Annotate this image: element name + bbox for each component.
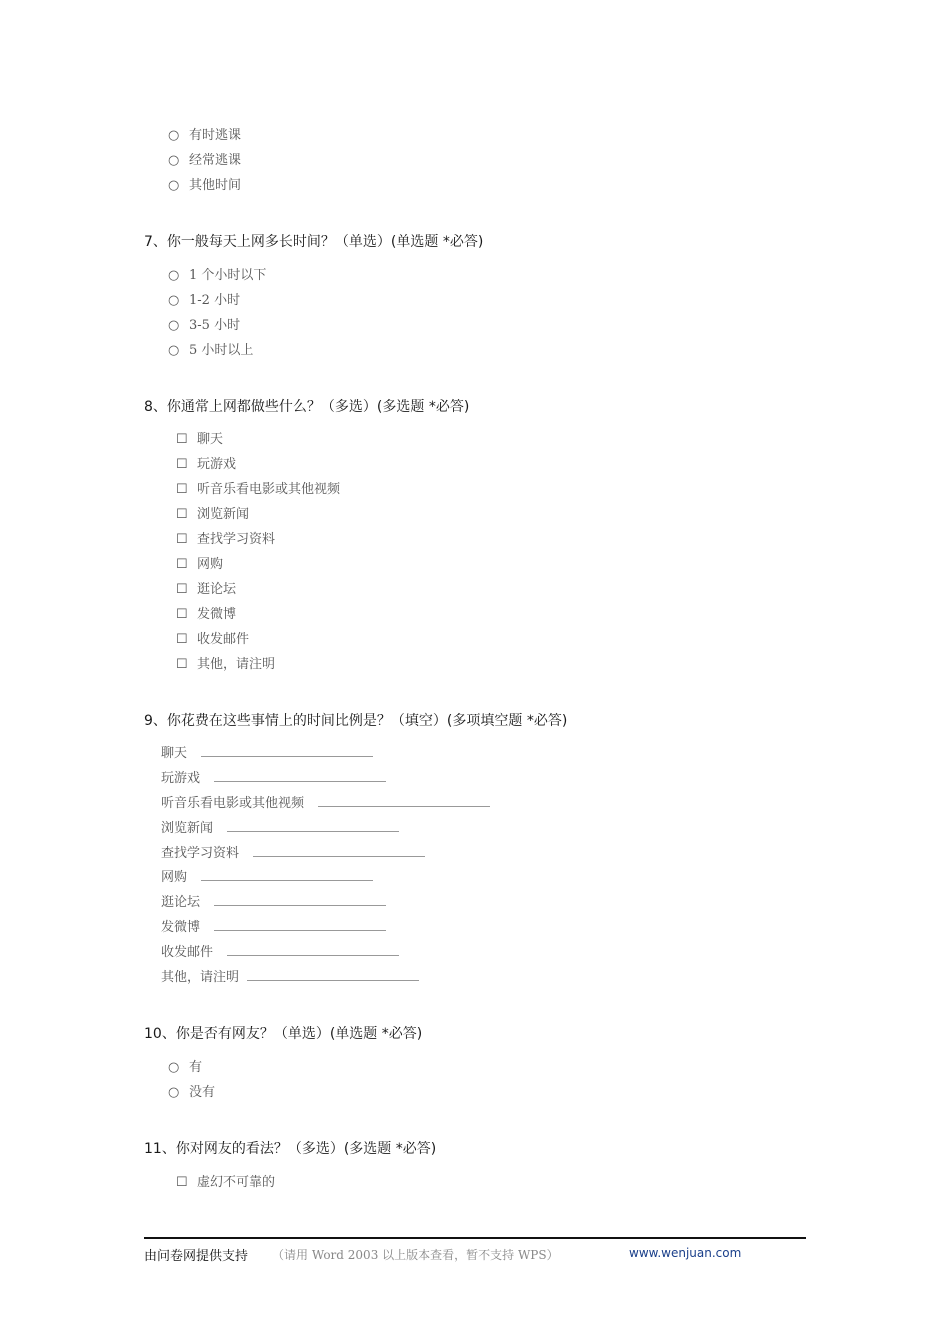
fill-blank-row bbox=[161, 966, 419, 985]
fill-blank-line[interactable] bbox=[201, 866, 373, 881]
checkbox-option[interactable] bbox=[176, 603, 236, 622]
checkbox-icon: ☐ bbox=[176, 457, 188, 472]
question-title: 11、你对网友的看法？（多选）(多选题 *必答) bbox=[144, 1141, 437, 1157]
fill-blank-line[interactable] bbox=[247, 966, 419, 981]
radio-option[interactable] bbox=[168, 1081, 215, 1100]
checkbox-icon: ☐ bbox=[176, 582, 188, 597]
radio-icon: ○ bbox=[168, 293, 180, 308]
option-label: 没有 bbox=[189, 1085, 216, 1100]
fill-label: 网购 bbox=[161, 870, 188, 885]
checkbox-icon: ☐ bbox=[176, 657, 188, 672]
fill-label: 逛论坛 bbox=[161, 895, 201, 910]
option-label: 发微博 bbox=[197, 607, 237, 622]
option-label: 经常逃课 bbox=[189, 153, 242, 168]
radio-option[interactable] bbox=[168, 339, 253, 358]
radio-option[interactable] bbox=[168, 314, 240, 333]
fill-label: 玩游戏 bbox=[161, 771, 201, 786]
fill-label: 浏览新闻 bbox=[161, 821, 214, 836]
fill-blank-row bbox=[161, 742, 373, 761]
fill-blank-line[interactable] bbox=[201, 742, 373, 757]
checkbox-icon: ☐ bbox=[176, 482, 188, 497]
option-label: 虚幻不可靠的 bbox=[197, 1175, 276, 1190]
fill-label: 发微博 bbox=[161, 920, 201, 935]
radio-icon: ○ bbox=[168, 128, 180, 143]
checkbox-option[interactable] bbox=[176, 528, 275, 547]
checkbox-icon: ☐ bbox=[176, 507, 188, 522]
checkbox-option[interactable] bbox=[176, 628, 249, 647]
footer-note: （请用 Word 2003 以上版本查看，暂不支持 WPS） bbox=[272, 1248, 559, 1262]
option-label: 听音乐看电影或其他视频 bbox=[197, 482, 341, 497]
radio-icon: ○ bbox=[168, 153, 180, 168]
radio-icon: ○ bbox=[168, 318, 180, 333]
radio-option[interactable] bbox=[168, 264, 266, 283]
fill-blank-line[interactable] bbox=[227, 817, 399, 832]
fill-blank-line[interactable] bbox=[214, 891, 386, 906]
checkbox-icon: ☐ bbox=[176, 557, 188, 572]
question-title: 7、你一般每天上网多长时间？（单选）(单选题 *必答) bbox=[144, 234, 484, 250]
question-title: 9、你花费在这些事情上的时间比例是？（填空）(多项填空题 *必答) bbox=[144, 713, 568, 729]
option-label: 收发邮件 bbox=[197, 632, 250, 647]
fill-label: 聊天 bbox=[161, 746, 188, 761]
fill-blank-row bbox=[161, 792, 490, 811]
checkbox-option[interactable] bbox=[176, 553, 223, 572]
checkbox-option[interactable] bbox=[176, 578, 236, 597]
checkbox-option[interactable] bbox=[176, 653, 275, 672]
fill-blank-row bbox=[161, 891, 386, 910]
footer-divider bbox=[144, 1237, 806, 1239]
radio-option[interactable] bbox=[168, 289, 240, 308]
fill-label: 其他，请注明 bbox=[161, 970, 240, 985]
radio-icon: ○ bbox=[168, 178, 180, 193]
radio-icon: ○ bbox=[168, 1085, 180, 1100]
radio-icon: ○ bbox=[168, 268, 180, 283]
option-label: 其他时间 bbox=[189, 178, 242, 193]
checkbox-icon: ☐ bbox=[176, 607, 188, 622]
option-label: 玩游戏 bbox=[197, 457, 237, 472]
checkbox-option[interactable] bbox=[176, 478, 340, 497]
fill-blank-line[interactable] bbox=[214, 916, 386, 931]
footer-credit: 由问卷网提供支持 bbox=[144, 1249, 249, 1264]
option-label: 3-5 小时 bbox=[189, 318, 241, 333]
option-label: 查找学习资料 bbox=[197, 532, 276, 547]
option-label: 5 小时以上 bbox=[189, 343, 254, 358]
option-label: 浏览新闻 bbox=[197, 507, 250, 522]
checkbox-option[interactable] bbox=[176, 428, 223, 447]
fill-blank-row bbox=[161, 767, 386, 786]
fill-blank-row bbox=[161, 941, 399, 960]
question-title: 10、你是否有网友？（单选）(单选题 *必答) bbox=[144, 1026, 423, 1042]
checkbox-icon: ☐ bbox=[176, 432, 188, 447]
question-title: 8、你通常上网都做些什么？（多选）(多选题 *必答) bbox=[144, 399, 470, 415]
fill-blank-line[interactable] bbox=[253, 842, 425, 857]
option-label: 其他，请注明 bbox=[197, 657, 276, 672]
option-label: 1 个小时以下 bbox=[189, 268, 267, 283]
radio-option[interactable] bbox=[168, 149, 241, 168]
fill-label: 查找学习资料 bbox=[161, 846, 240, 861]
checkbox-option[interactable] bbox=[176, 453, 236, 472]
fill-label: 听音乐看电影或其他视频 bbox=[161, 796, 305, 811]
checkbox-option[interactable] bbox=[176, 503, 249, 522]
fill-blank-line[interactable] bbox=[227, 941, 399, 956]
fill-blank-row bbox=[161, 866, 373, 885]
radio-icon: ○ bbox=[168, 1060, 180, 1075]
checkbox-option[interactable] bbox=[176, 1171, 275, 1190]
option-label: 逛论坛 bbox=[197, 582, 237, 597]
fill-blank-line[interactable] bbox=[214, 767, 386, 782]
option-label: 有时逃课 bbox=[189, 128, 242, 143]
option-label: 有 bbox=[189, 1060, 203, 1075]
fill-blank-row bbox=[161, 817, 399, 836]
fill-blank-row bbox=[161, 842, 425, 861]
option-label: 网购 bbox=[197, 557, 224, 572]
checkbox-icon: ☐ bbox=[176, 1175, 188, 1190]
radio-option[interactable] bbox=[168, 124, 241, 143]
footer-link[interactable]: www.wenjuan.com bbox=[629, 1246, 742, 1260]
radio-option[interactable] bbox=[168, 1056, 202, 1075]
option-label: 1-2 小时 bbox=[189, 293, 241, 308]
fill-blank-line[interactable] bbox=[318, 792, 490, 807]
radio-option[interactable] bbox=[168, 174, 241, 193]
fill-label: 收发邮件 bbox=[161, 945, 214, 960]
checkbox-icon: ☐ bbox=[176, 532, 188, 547]
option-label: 聊天 bbox=[197, 432, 224, 447]
radio-icon: ○ bbox=[168, 343, 180, 358]
checkbox-icon: ☐ bbox=[176, 632, 188, 647]
fill-blank-row bbox=[161, 916, 386, 935]
